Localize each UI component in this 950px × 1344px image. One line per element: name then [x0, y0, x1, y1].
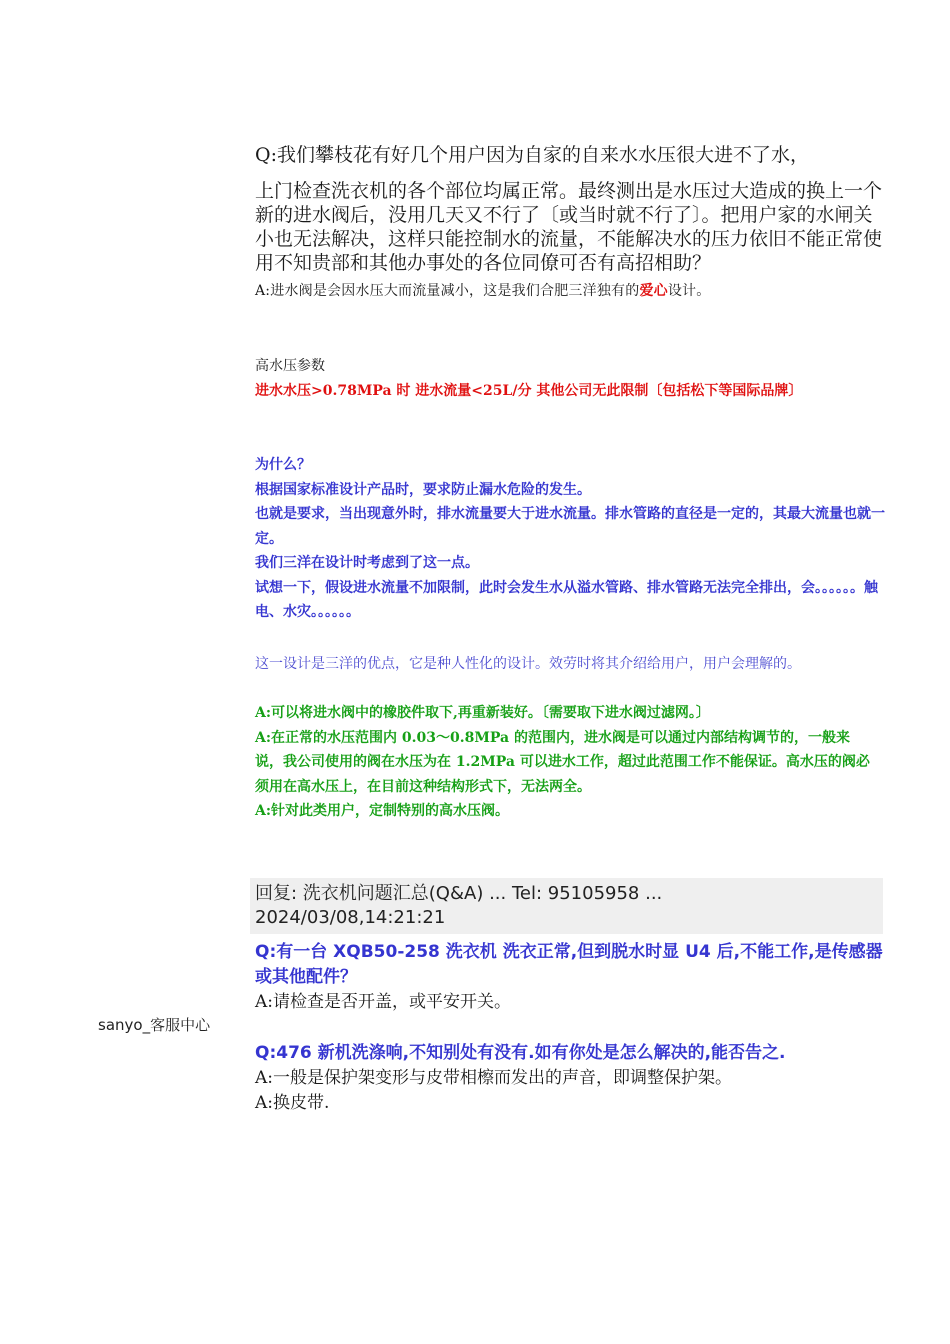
- answer-1: [255, 281, 885, 301]
- params-red-text: 进水水压>0.78MPa 时 进水流量<25L/分 其他公司无此限制〔包括松下等国际品牌〕: [255, 382, 803, 399]
- question-1-body: 上门检查洗衣机的各个部位均属正常。最终测出是水压过大造成的换上一个新的进水阀后，没用几天又不行了〔或当时就不行了〕。把用户家的水闸关小也无法解决，这样只能控制水的流量，不能解决水的压力依旧不能正常使用不知贵部和其他办事处的各位同僚可否有高招相助？: [255, 180, 883, 274]
- answer-1-prefix: A:进水阀是会因水压大而流量减小，这是我们合肥三洋独有的: [255, 283, 640, 299]
- question-1-first-line: Q:我们攀枝花有好几个用户因为自家的自来水水压很大进不了水，: [255, 144, 809, 166]
- why-line: 根据国家标准设计产品时，要求防止漏水危险的发生。: [255, 481, 591, 498]
- qa-block-2: [255, 940, 885, 1015]
- reply-title: 回复: 洗衣机问题汇总(Q&A) ... Tel: 95105958 ...: [255, 883, 663, 904]
- qa-block-3: [255, 1041, 885, 1116]
- why-line: 也就是要求，当出现意外时，排水流量要大于进水流量。排水管路的直径是一定的，其最大流量也就一定。: [255, 506, 885, 547]
- why-line: 我们三洋在设计时考虑到了这一点。: [255, 555, 479, 571]
- high-pressure-params: [255, 354, 885, 403]
- green-answers: [255, 701, 885, 824]
- why-line: 为什么？: [255, 457, 311, 473]
- summary-text: 这一设计是三洋的优点，它是种人性化的设计。效劳时将其介绍给用户，用户会理解的。: [255, 656, 801, 672]
- why-line: 试想一下，假设进水流量不加限制，此时会发生水从溢水管路、排水管路无法完全排出，会。。。。。。触电、水灾。。。。。。: [255, 579, 878, 620]
- why-section: [255, 453, 885, 625]
- author-name: sanyo_客服中心: [98, 1016, 211, 1034]
- green-answer: A:可以将进水阀中的橡胶件取下,再重新装好。〔需要取下进水阀过滤网。〕: [255, 705, 710, 721]
- green-answer: A:针对此类用户，定制特别的高水压阀。: [255, 803, 510, 819]
- answer-4: A:换皮带.: [255, 1093, 330, 1113]
- green-answer: A:在正常的水压范围内 0.03～0.8MPa 的范围内，进水阀是可以通过内部结构调节的，一般来说，我公司使用的阀在水压为在 1.2MPa 可以进水工作，超过此范围工作不能保证。高水压的阀必须用在高水压上，在目前这种结构形式下，无法两全。: [255, 729, 870, 795]
- answer-1-highlight: 爱心: [639, 283, 668, 299]
- answer-3: A:一般是保护架变形与皮带相檫而发出的声音，即调整保护架。: [255, 1068, 733, 1088]
- params-heading: 高水压参数: [255, 358, 325, 374]
- answer-2: A:请检查是否开盖，或平安开关。: [255, 992, 512, 1012]
- question-3: Q:476 新机洗涤响,不知别处有没有.如有你处是怎么解决的,能否告之.: [255, 1043, 786, 1063]
- answer-1-suffix: 设计。: [667, 283, 711, 299]
- question-block-1: [255, 143, 885, 301]
- reply-header: [250, 878, 883, 934]
- reply-timestamp: 2024/03/08,14:21:21: [255, 907, 446, 928]
- question-2: Q:有一台 XQB50-258 洗衣机 洗衣正常,但到脱水时显 U4 后,不能工作,是传感器或其他配件？: [255, 942, 883, 987]
